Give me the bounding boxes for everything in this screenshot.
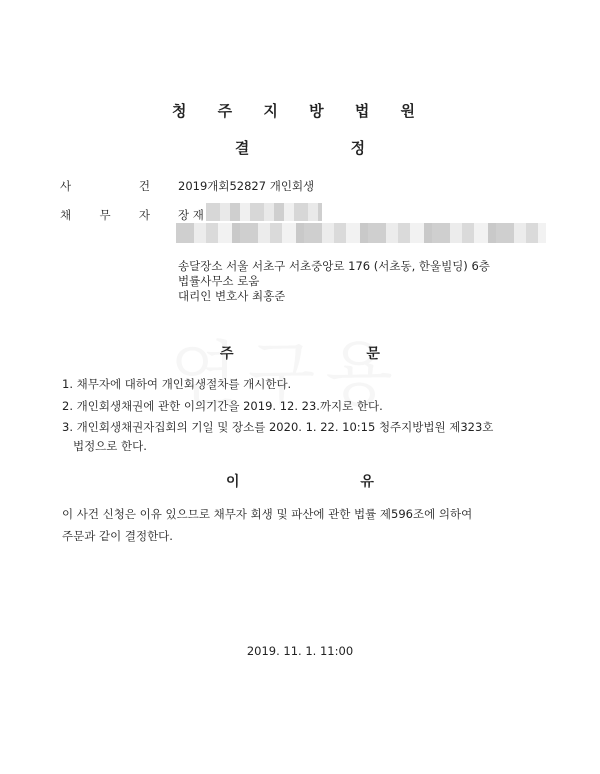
reason-text-line: 주문과 같이 결정한다.: [62, 529, 173, 543]
order-item: 1. 채무자에 대하여 개인회생절차를 개시한다.: [62, 377, 292, 391]
debtor-name: 장 재: [178, 208, 204, 222]
case-label-char: 건: [138, 179, 150, 193]
debtor-label: [60, 207, 150, 223]
redacted-address: [176, 223, 546, 243]
attorney: 대리인 변호사 최홍준: [178, 289, 286, 303]
court-name: 청 주 지 방 법 원: [171, 102, 429, 120]
case-label: [60, 178, 150, 194]
order-title: 주 문: [220, 346, 444, 362]
order-item: 3. 개인회생채권자집회의 기일 및 장소를 2020. 1. 22. 10:15 청주지방법원 제323호: [62, 420, 494, 434]
service-address: 송달장소 서울 서초구 서초중앙로 176 (서초동, 한울빌딩) 6층: [178, 259, 490, 273]
decision-date: 2019. 11. 1. 11:00: [246, 644, 354, 658]
order-item: 법정으로 한다.: [62, 439, 147, 453]
case-number: 2019개회52827 개인회생: [178, 179, 315, 193]
law-office: 법률사무소 로움: [178, 274, 260, 288]
reason-text-line: 이 사건 신청은 이유 있으므로 채무자 회생 및 파산에 관한 법률 제596조에 의하여: [62, 507, 473, 521]
debtor-label-char: 채: [60, 208, 72, 222]
reason-title: 이 유: [226, 474, 432, 490]
order-item: 2. 개인회생채권에 관한 이의기간을 2019. 12. 23.까지로 한다.: [62, 399, 383, 413]
debtor-label-char: 무: [99, 208, 111, 222]
document-type: 결 정: [234, 139, 414, 157]
case-label-char: 사: [60, 179, 72, 193]
debtor-label-char: 자: [138, 208, 150, 222]
redacted-name: [206, 203, 322, 221]
